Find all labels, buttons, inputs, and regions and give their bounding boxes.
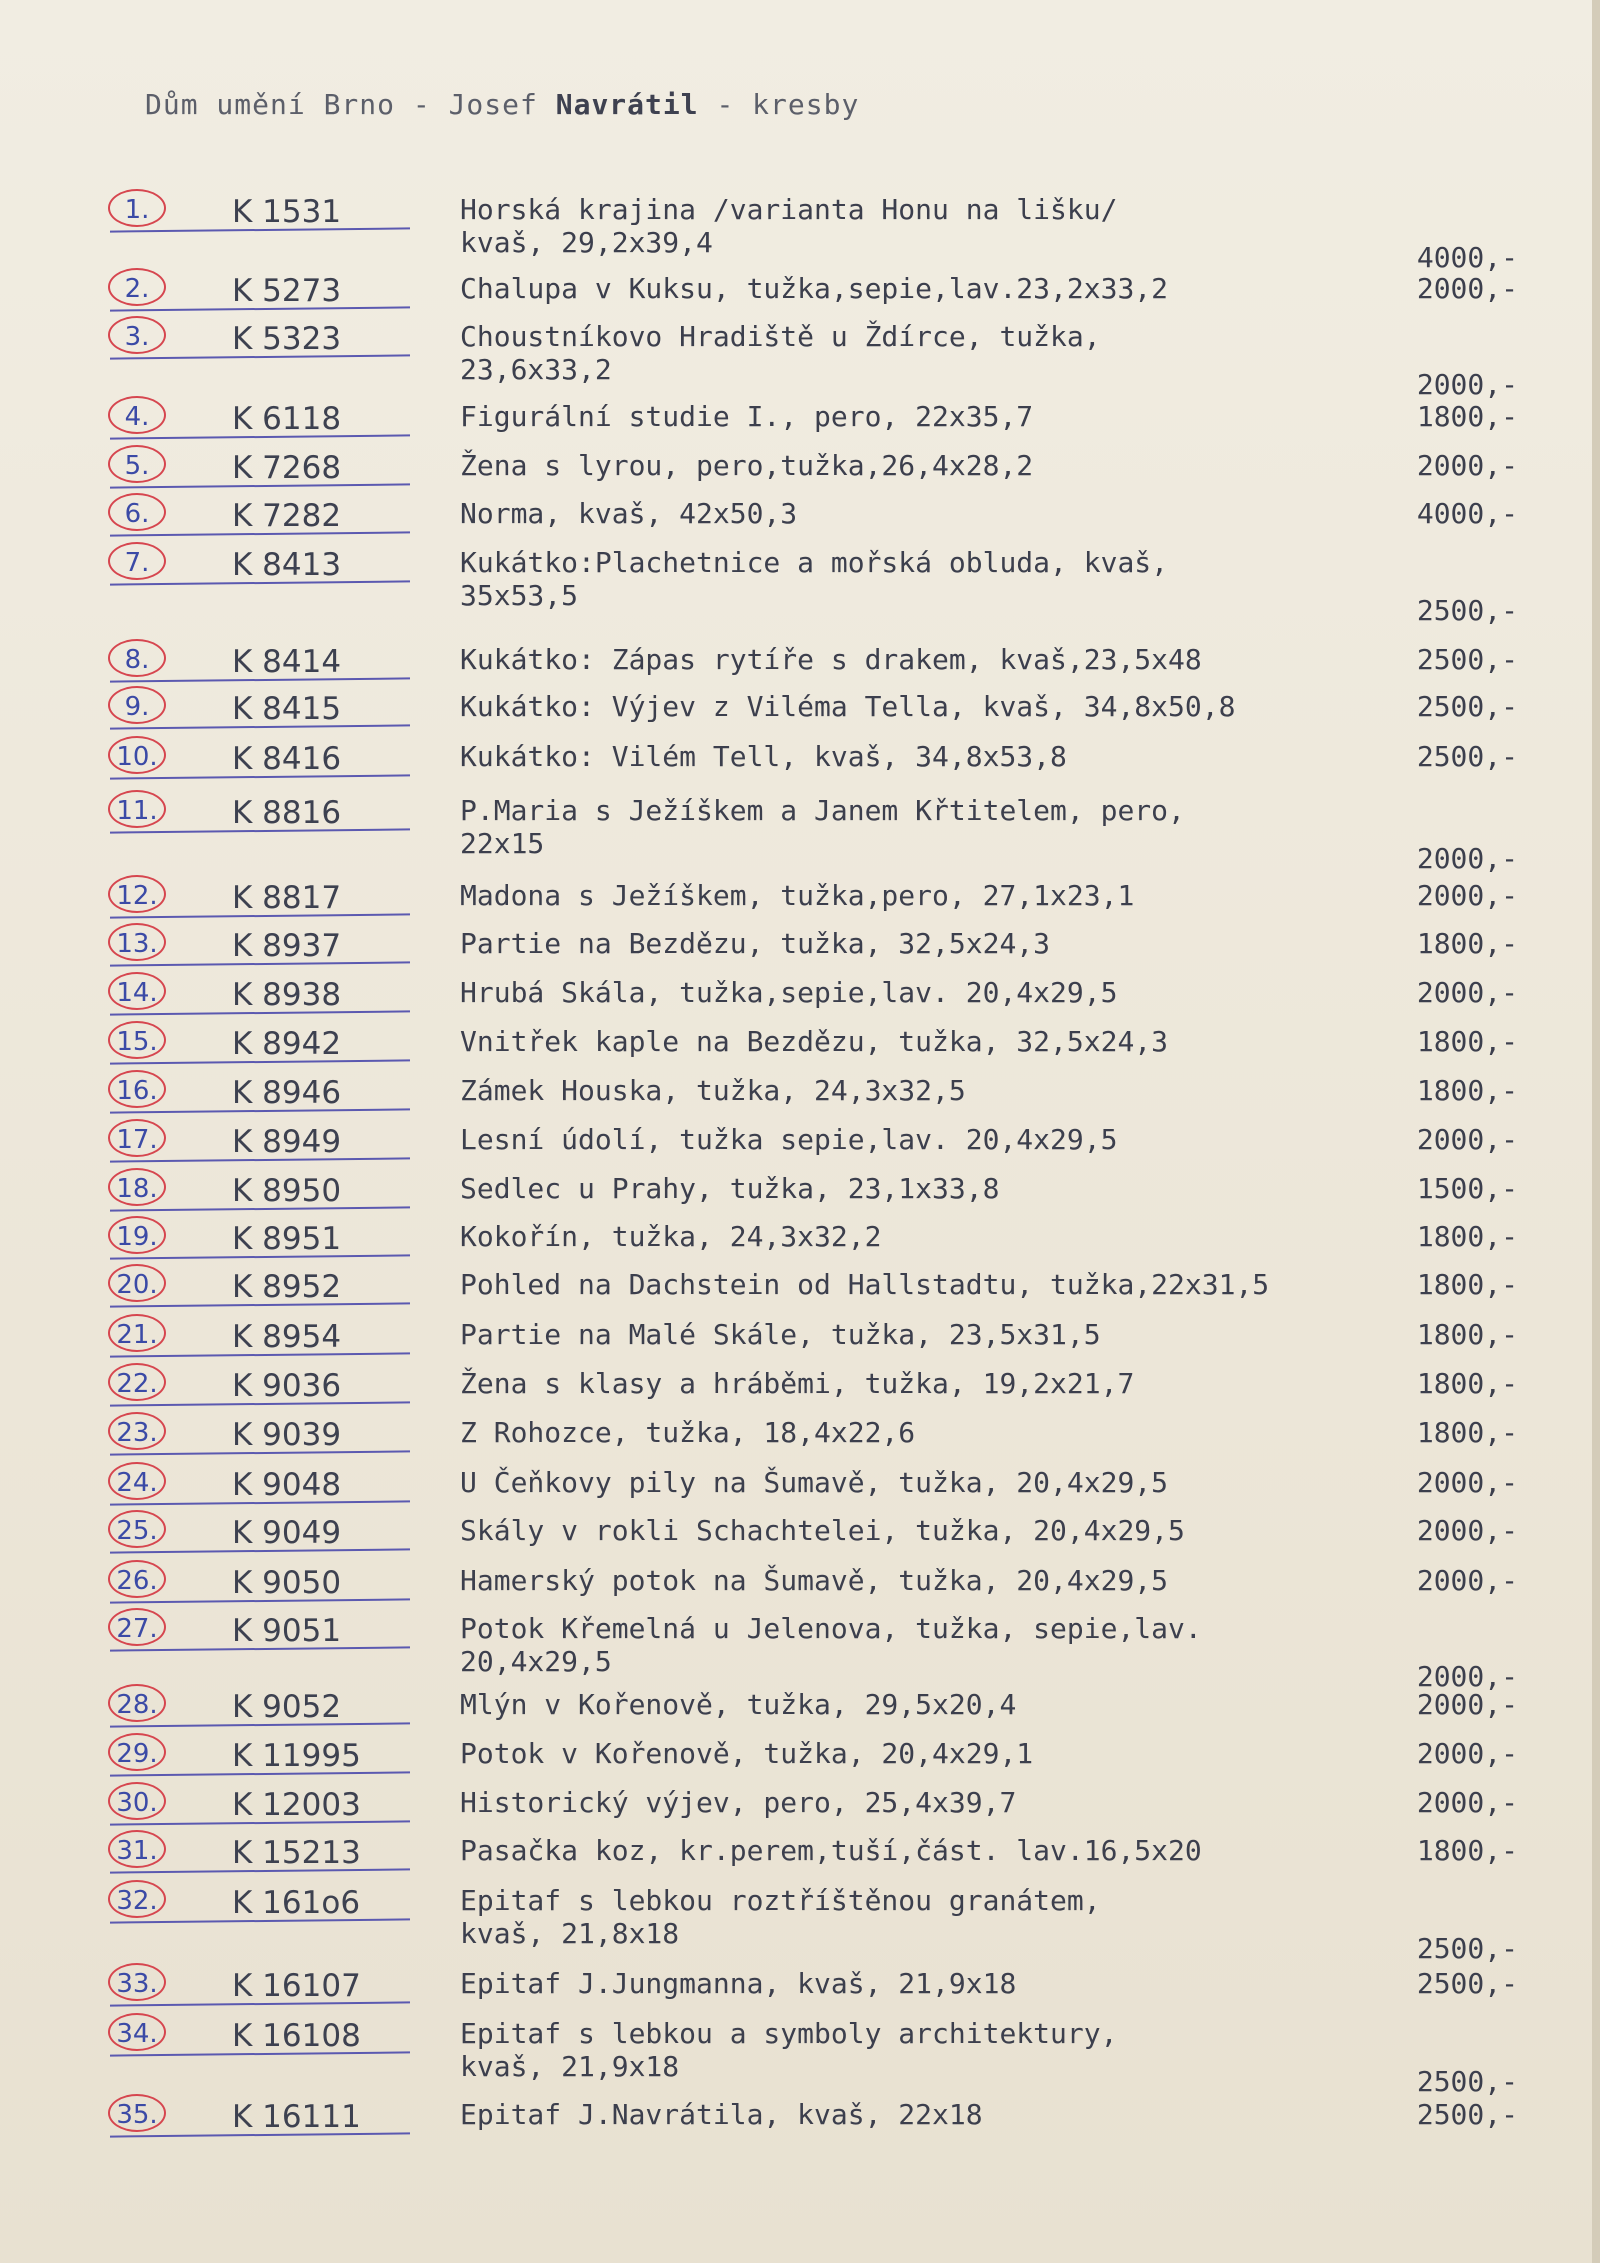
item-number: 19.	[108, 1216, 166, 1254]
item-price: 2500,-	[1416, 2065, 1518, 2098]
item-price: 2000,-	[1416, 449, 1518, 482]
pen-underline	[110, 1820, 410, 1825]
inventory-number: K 8951	[232, 1221, 342, 1257]
item-description-cont: 22x15	[460, 827, 545, 860]
item-number: 35.	[108, 2094, 166, 2132]
inventory-number: K 9051	[232, 1613, 342, 1649]
inventory-number: K 8414	[232, 644, 342, 680]
inventory-number: K 8954	[232, 1319, 342, 1355]
inventory-number: K 8950	[232, 1173, 342, 1209]
pen-underline	[110, 774, 410, 779]
pen-underline	[110, 2051, 410, 2056]
item-number: 28.	[108, 1684, 166, 1722]
inventory-number: K 8816	[232, 795, 342, 831]
item-description: Madona s Ježíškem, tužka,pero, 27,1x23,1	[460, 879, 1135, 912]
pen-underline	[110, 1598, 410, 1603]
header-suffix: - kresby	[698, 88, 860, 121]
item-description: Epitaf J.Navrátila, kvaš, 22x18	[460, 2098, 983, 2131]
item-description: Mlýn v Kořenově, tužka, 29,5x20,4	[460, 1688, 1017, 1721]
inventory-number: K 11995	[232, 1738, 361, 1774]
item-price: 2000,-	[1416, 1737, 1518, 1770]
item-number: 15.	[108, 1021, 166, 1059]
inventory-number: K 8942	[232, 1026, 342, 1062]
inventory-number: K 9048	[232, 1467, 342, 1503]
inventory-number: K 8817	[232, 880, 342, 916]
item-description: Kukátko: Výjev z Viléma Tella, kvaš, 34,8x50,8	[460, 690, 1236, 723]
item-price: 2500,-	[1416, 740, 1518, 773]
item-number: 17.	[108, 1119, 166, 1157]
pen-underline	[110, 913, 410, 918]
inventory-number: K 7282	[232, 498, 342, 534]
item-price: 2000,-	[1416, 842, 1518, 875]
item-description: Pasačka koz, kr.perem,tuší,část. lav.16,5x20	[460, 1834, 1202, 1867]
item-description: Horská krajina /varianta Honu na lišku/	[460, 193, 1118, 226]
pen-underline	[110, 1254, 410, 1259]
item-description-cont: kvaš, 21,8x18	[460, 1917, 680, 1950]
pen-underline	[110, 724, 410, 729]
pen-underline	[110, 1646, 410, 1651]
item-description: Historický výjev, pero, 25,4x39,7	[460, 1786, 1017, 1819]
item-number: 34.	[108, 2013, 166, 2051]
inventory-number: K 9036	[232, 1368, 342, 1404]
item-number: 18.	[108, 1168, 166, 1206]
item-description: Žena s lyrou, pero,tužka,26,4x28,2	[460, 449, 1034, 482]
item-price: 1800,-	[1416, 1025, 1518, 1058]
item-number: 12.	[108, 875, 166, 913]
item-price: 1800,-	[1416, 1834, 1518, 1867]
item-price: 2000,-	[1416, 1123, 1518, 1156]
pen-underline	[110, 1868, 410, 1873]
item-number: 26.	[108, 1560, 166, 1598]
pen-underline	[110, 1771, 410, 1776]
item-price: 2500,-	[1416, 594, 1518, 627]
pen-underline	[110, 1450, 410, 1455]
pen-underline	[110, 1401, 410, 1406]
item-price: 1800,-	[1416, 1268, 1518, 1301]
inventory-number: K 8938	[232, 977, 342, 1013]
inventory-number: K 16108	[232, 2018, 361, 2054]
item-number: 31.	[108, 1830, 166, 1868]
pen-underline	[110, 1302, 410, 1307]
item-price: 2500,-	[1416, 690, 1518, 723]
pen-underline	[110, 1010, 410, 1015]
pen-underline	[110, 1500, 410, 1505]
pen-underline	[110, 1722, 410, 1727]
item-description: Kokořín, tužka, 24,3x32,2	[460, 1220, 882, 1253]
pen-underline	[110, 2132, 410, 2137]
item-description-cont: 20,4x29,5	[460, 1645, 612, 1678]
inventory-number: K 9049	[232, 1515, 342, 1551]
item-description: P.Maria s Ježíškem a Janem Křtitelem, pero,	[460, 794, 1185, 827]
pen-underline	[110, 1206, 410, 1211]
pen-underline	[110, 961, 410, 966]
item-price: 1800,-	[1416, 1074, 1518, 1107]
item-number: 23.	[108, 1412, 166, 1450]
pen-underline	[110, 434, 410, 439]
item-number: 1.	[108, 189, 166, 227]
item-price: 2000,-	[1416, 879, 1518, 912]
inventory-number: K 5323	[232, 321, 342, 357]
item-description: Lesní údolí, tužka sepie,lav. 20,4x29,5	[460, 1123, 1118, 1156]
item-description: U Čeňkovy pily na Šumavě, tužka, 20,4x29,5	[460, 1466, 1169, 1499]
item-description: Partie na Malé Skále, tužka, 23,5x31,5	[460, 1318, 1101, 1351]
item-number: 24.	[108, 1462, 166, 1500]
item-number: 22.	[108, 1363, 166, 1401]
pen-underline	[110, 1352, 410, 1357]
item-number: 30.	[108, 1782, 166, 1820]
item-number: 6.	[108, 493, 166, 531]
inventory-number: K 8949	[232, 1124, 342, 1160]
item-number: 8.	[108, 639, 166, 677]
pen-underline	[110, 531, 410, 536]
item-number: 25.	[108, 1510, 166, 1548]
item-number: 3.	[108, 316, 166, 354]
item-price: 2000,-	[1416, 272, 1518, 305]
item-number: 29.	[108, 1733, 166, 1771]
inventory-number: K 7268	[232, 450, 342, 486]
item-price: 2000,-	[1416, 1786, 1518, 1819]
header-name: Navrátil	[555, 88, 699, 121]
inventory-number: K 16111	[232, 2099, 361, 2135]
item-number: 4.	[108, 396, 166, 434]
item-price: 2000,-	[1416, 1660, 1518, 1693]
item-description: Kukátko:Plachetnice a mořská obluda, kvaš,	[460, 546, 1169, 579]
pen-underline	[110, 1157, 410, 1162]
item-description: Hrubá Skála, tužka,sepie,lav. 20,4x29,5	[460, 976, 1118, 1009]
pen-underline	[110, 828, 410, 833]
inventory-number: K 8937	[232, 928, 342, 964]
item-description: Z Rohozce, tužka, 18,4x22,6	[460, 1416, 916, 1449]
item-price: 2500,-	[1416, 1932, 1518, 1965]
item-description: Epitaf s lebkou a symboly architektury,	[460, 2017, 1118, 2050]
item-description-cont: 35x53,5	[460, 579, 579, 612]
inventory-number: K 8952	[232, 1269, 342, 1305]
pen-underline	[110, 677, 410, 682]
inventory-number: K 8415	[232, 691, 342, 727]
item-description: Chalupa v Kuksu, tužka,sepie,lav.23,2x33,2	[460, 272, 1169, 305]
item-description: Sedlec u Prahy, tužka, 23,1x33,8	[460, 1172, 1000, 1205]
item-number: 20.	[108, 1264, 166, 1302]
item-price: 2000,-	[1416, 1688, 1518, 1721]
inventory-number: K 16107	[232, 1968, 361, 2004]
item-price: 4000,-	[1416, 241, 1518, 274]
item-number: 32.	[108, 1880, 166, 1918]
inventory-number: K 12003	[232, 1787, 361, 1823]
item-price: 2000,-	[1416, 1514, 1518, 1547]
item-number: 14.	[108, 972, 166, 1010]
pen-underline	[110, 1918, 410, 1923]
inventory-number: K 9039	[232, 1417, 342, 1453]
item-number: 2.	[108, 268, 166, 306]
inventory-number: K 8416	[232, 741, 342, 777]
item-description: Norma, kvaš, 42x50,3	[460, 497, 798, 530]
item-description: Potok v Kořenově, tužka, 20,4x29,1	[460, 1737, 1034, 1770]
item-description: Kukátko: Zápas rytíře s drakem, kvaš,23,5x48	[460, 643, 1202, 676]
item-price: 2000,-	[1416, 976, 1518, 1009]
item-number: 13.	[108, 923, 166, 961]
item-description: Hamerský potok na Šumavě, tužka, 20,4x29,5	[460, 1564, 1169, 1597]
item-description: Potok Křemelná u Jelenova, tužka, sepie,lav.	[460, 1612, 1202, 1645]
item-description: Skály v rokli Schachtelei, tužka, 20,4x29,5	[460, 1514, 1185, 1547]
inventory-number: K 9050	[232, 1565, 342, 1601]
item-price: 1500,-	[1416, 1172, 1518, 1205]
item-number: 7.	[108, 542, 166, 580]
pen-underline	[110, 580, 410, 585]
item-number: 10.	[108, 736, 166, 774]
inventory-number: K 1531	[232, 194, 342, 230]
inventory-number: K 15213	[232, 1835, 361, 1871]
item-description: Žena s klasy a hráběmi, tužka, 19,2x21,7	[460, 1367, 1135, 1400]
pen-underline	[110, 354, 410, 359]
item-price: 1800,-	[1416, 1416, 1518, 1449]
inventory-number: K 161o6	[232, 1885, 361, 1921]
item-price: 2000,-	[1416, 1564, 1518, 1597]
inventory-number: K 8946	[232, 1075, 342, 1111]
item-description: Partie na Bezdězu, tužka, 32,5x24,3	[460, 927, 1051, 960]
item-description-cont: 23,6x33,2	[460, 353, 612, 386]
item-price: 1800,-	[1416, 927, 1518, 960]
item-price: 4000,-	[1416, 497, 1518, 530]
item-price: 2000,-	[1416, 368, 1518, 401]
pen-underline	[110, 1059, 410, 1064]
item-description-cont: kvaš, 29,2x39,4	[460, 226, 713, 259]
item-description: Vnitřek kaple na Bezdězu, tužka, 32,5x24,3	[460, 1025, 1169, 1058]
pen-underline	[110, 2001, 410, 2006]
item-price: 2000,-	[1416, 1466, 1518, 1499]
item-number: 16.	[108, 1070, 166, 1108]
item-description: Epitaf s lebkou roztříštěnou granátem,	[460, 1884, 1101, 1917]
item-number: 5.	[108, 445, 166, 483]
item-price: 2500,-	[1416, 2098, 1518, 2131]
pen-underline	[110, 1108, 410, 1113]
item-price: 1800,-	[1416, 1220, 1518, 1253]
item-description-cont: kvaš, 21,9x18	[460, 2050, 680, 2083]
item-price: 2500,-	[1416, 1967, 1518, 2000]
item-price: 1800,-	[1416, 400, 1518, 433]
item-description: Pohled na Dachstein od Hallstadtu, tužka,22x31,5	[460, 1268, 1270, 1301]
item-number: 11.	[108, 790, 166, 828]
pen-underline	[110, 227, 410, 232]
pen-underline	[110, 306, 410, 311]
item-price: 1800,-	[1416, 1367, 1518, 1400]
inventory-number: K 5273	[232, 273, 342, 309]
item-price: 1800,-	[1416, 1318, 1518, 1351]
item-description: Choustníkovo Hradiště u Ždírce, tužka,	[460, 320, 1101, 353]
item-description: Figurální studie I., pero, 22x35,7	[460, 400, 1034, 433]
item-description: Kukátko: Vilém Tell, kvaš, 34,8x53,8	[460, 740, 1067, 773]
pen-underline	[110, 483, 410, 488]
item-description: Zámek Houska, tužka, 24,3x32,5	[460, 1074, 966, 1107]
item-number: 33.	[108, 1963, 166, 2001]
pen-underline	[110, 1548, 410, 1553]
item-description: Epitaf J.Jungmanna, kvaš, 21,9x18	[460, 1967, 1017, 2000]
inventory-number: K 8413	[232, 547, 342, 583]
item-number: 21.	[108, 1314, 166, 1352]
item-price: 2500,-	[1416, 643, 1518, 676]
item-number: 27.	[108, 1608, 166, 1646]
inventory-number: K 9052	[232, 1689, 342, 1725]
header-prefix: Dům umění Brno - Josef	[145, 88, 556, 121]
inventory-number: K 6118	[232, 401, 342, 437]
item-number: 9.	[108, 686, 166, 724]
